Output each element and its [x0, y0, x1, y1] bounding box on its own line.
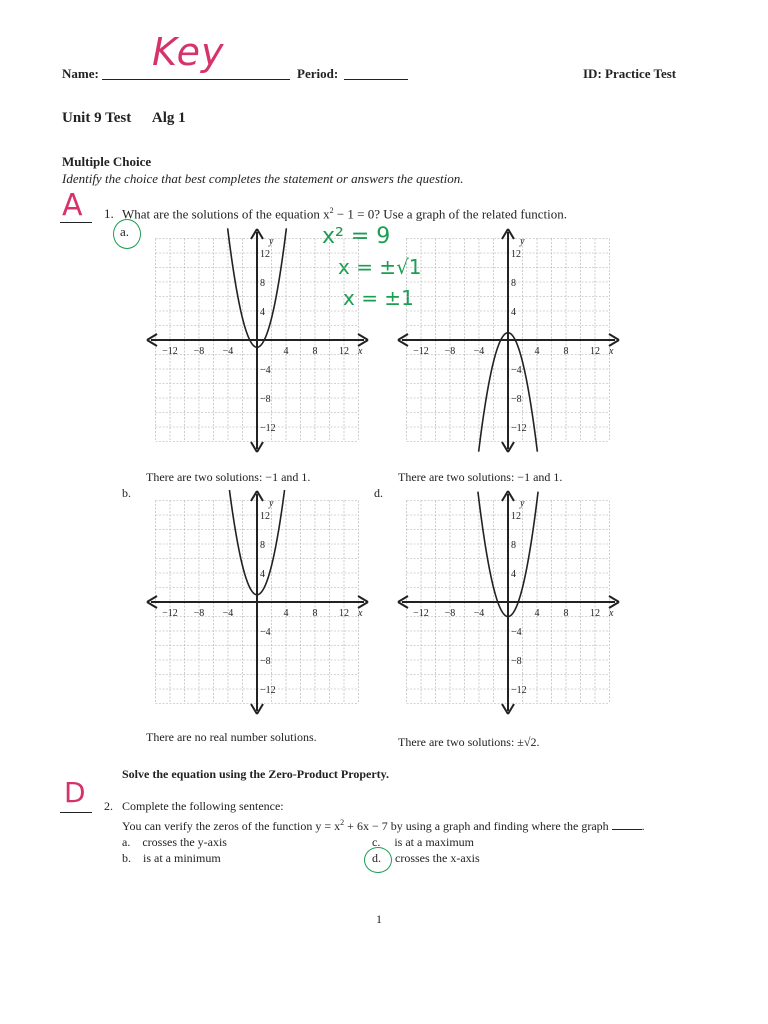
x-tick-label: −12: [413, 346, 429, 357]
q1-answer-line: [60, 222, 92, 223]
x-tick-label: 8: [563, 608, 569, 619]
y-tick-label: 12: [511, 249, 521, 260]
id-label: ID: Practice Test: [583, 66, 677, 81]
period-line: [344, 79, 408, 80]
period-label: Period:: [297, 66, 339, 81]
option-c-caption: There are two solutions: −1 and 1.: [398, 470, 563, 484]
y-tick-label: 8: [260, 540, 265, 551]
graph-d-svg: [396, 490, 621, 715]
q2-choice-a: [122, 835, 227, 850]
test-title: [62, 110, 186, 127]
q2-sentence: [122, 818, 645, 834]
y-tick-label: 4: [260, 307, 265, 318]
section-instructions: Identify the choice that best completes the statement or answers the question.: [62, 171, 464, 186]
x-tick-label: 12: [590, 346, 600, 357]
q1-option-a-letter: a.: [120, 224, 130, 239]
graph-b: [145, 490, 370, 720]
q2-choice-c-letter: c.: [372, 835, 381, 849]
q1-text-exp: 2: [329, 206, 334, 215]
q2-choice-d-letter: d.: [372, 851, 381, 865]
y-tick-label: −12: [511, 423, 527, 434]
y-tick-label: 8: [260, 278, 265, 289]
y-tick-label: −4: [511, 627, 522, 638]
graph-b-svg: [145, 490, 370, 715]
page-number: 1: [376, 912, 382, 926]
option-d-letter: d.: [374, 486, 383, 500]
x-tick-label: 4: [534, 608, 540, 619]
option-a-caption: There are two solutions: −1 and 1.: [146, 470, 311, 484]
y-tick-label: −8: [511, 656, 522, 667]
q2-blank-end: .: [641, 819, 645, 833]
y-tick-label: 4: [511, 569, 516, 580]
x-tick-label: −8: [193, 346, 205, 357]
y-tick-label: 4: [260, 569, 265, 580]
x-tick-label: −4: [473, 608, 485, 619]
name-value: Key: [152, 30, 225, 74]
q2-answer-mark: D: [64, 776, 86, 809]
x-tick-label: −12: [162, 346, 178, 357]
y-axis-name: y: [269, 498, 274, 509]
y-tick-label: −4: [511, 365, 522, 376]
q1-work-line-1: x² = 9: [322, 224, 391, 249]
y-tick-label: −8: [260, 656, 271, 667]
x-tick-label: 4: [283, 608, 289, 619]
q2-choice-c: [372, 835, 474, 850]
q2-prompt: Complete the following sentence:: [122, 799, 284, 813]
zero-product-heading: Solve the equation using the Zero-Product Property.: [122, 767, 389, 781]
y-tick-label: −12: [260, 423, 276, 434]
x-tick-label: −8: [444, 608, 456, 619]
x-tick-label: −8: [193, 608, 205, 619]
y-tick-label: 4: [511, 307, 516, 318]
y-axis-name: y: [520, 498, 525, 509]
x-axis-name: x: [358, 608, 363, 619]
q2-choice-a-text: crosses the y-axis: [142, 835, 227, 849]
q2-sentence-post: + 6x − 7 by using a graph and finding where the graph: [344, 819, 609, 833]
y-tick-label: 8: [511, 540, 516, 551]
y-tick-label: −12: [260, 685, 276, 696]
q2-choice-b-letter: b.: [122, 851, 131, 865]
x-tick-label: −12: [413, 608, 429, 619]
graph-a-svg: [145, 228, 370, 453]
q2-sentence-pre: You can verify the zeros of the function y = x: [122, 819, 341, 833]
q2-blank: [612, 829, 642, 830]
x-tick-label: 12: [590, 608, 600, 619]
x-tick-label: 8: [312, 346, 318, 357]
graph-a: [145, 228, 370, 458]
x-tick-label: 8: [563, 346, 569, 357]
option-b-letter: b.: [122, 486, 131, 500]
x-tick-label: 4: [283, 346, 289, 357]
q1-answer-mark: A: [62, 188, 83, 223]
x-axis-name: x: [609, 608, 614, 619]
q2-choice-b: [122, 851, 221, 866]
x-tick-label: 12: [339, 346, 349, 357]
q2-choice-b-text: is at a minimum: [143, 851, 221, 865]
x-tick-label: −8: [444, 346, 456, 357]
y-tick-label: −12: [511, 685, 527, 696]
x-tick-label: −4: [222, 346, 234, 357]
name-line: [102, 79, 290, 80]
x-tick-label: 4: [534, 346, 540, 357]
x-axis-name: x: [358, 346, 363, 357]
y-tick-label: −4: [260, 627, 271, 638]
x-axis-name: x: [609, 346, 614, 357]
y-tick-label: 8: [511, 278, 516, 289]
q1-text-post: − 1 = 0? Use a graph of the related function.: [333, 206, 568, 222]
q1-text-pre: What are the solutions of the equation x: [122, 206, 330, 222]
graph-c: [396, 228, 621, 458]
unit-title: Unit 9 Test: [62, 110, 132, 126]
q1-question: [122, 206, 567, 222]
y-tick-label: −4: [260, 365, 271, 376]
q2-choice-d: [372, 851, 480, 866]
q2-number: 2.: [104, 799, 113, 813]
q2-choice-c-text: is at a maximum: [394, 835, 474, 849]
x-tick-label: −12: [162, 608, 178, 619]
q2-answer-line: [60, 812, 92, 813]
section-heading: Multiple Choice: [62, 154, 152, 169]
y-tick-label: −8: [511, 394, 522, 405]
graph-c-svg: [396, 228, 621, 453]
q1-work-line-3: x = ±1: [343, 286, 414, 310]
x-tick-label: 12: [339, 608, 349, 619]
q2-sentence-exp: 2: [340, 818, 345, 827]
course-title: Alg 1: [151, 110, 186, 126]
q2-choice-d-text: crosses the x-axis: [395, 851, 480, 865]
y-tick-label: −8: [260, 394, 271, 405]
q1-number: 1.: [104, 206, 114, 221]
option-d-caption: There are two solutions: ±√2.: [398, 735, 540, 749]
q1-work-line-2: x = ±√1: [338, 255, 422, 279]
y-tick-label: 12: [260, 511, 270, 522]
x-tick-label: 8: [312, 608, 318, 619]
x-tick-label: −4: [222, 608, 234, 619]
y-tick-label: 12: [511, 511, 521, 522]
graph-d: [396, 490, 621, 720]
name-label: Name:: [62, 66, 99, 81]
y-axis-name: y: [520, 236, 525, 247]
option-b-caption: There are no real number solutions.: [146, 730, 317, 744]
y-tick-label: 12: [260, 249, 270, 260]
q2-choice-a-letter: a.: [122, 835, 131, 849]
y-axis-name: y: [269, 236, 274, 247]
x-tick-label: −4: [473, 346, 485, 357]
